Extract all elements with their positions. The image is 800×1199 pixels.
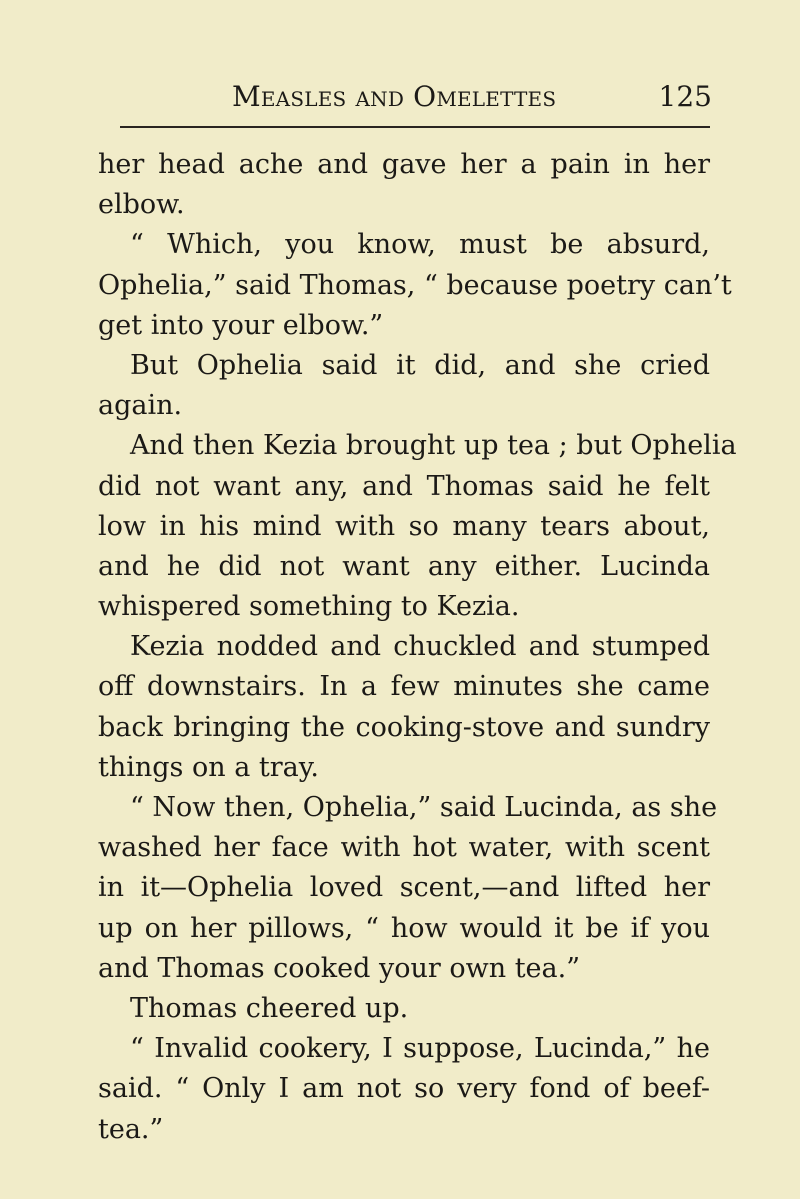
text-line: Ophelia,” said Thomas, “ because poetry can’t (98, 269, 732, 301)
text-line: low in his mind with so many tears about, (98, 510, 710, 542)
text-line: things on a tray. (98, 751, 319, 783)
text-line: and he did not want any either. Lucinda (98, 550, 710, 582)
text-line: in it—Ophelia loved scent,—and lifted her (98, 872, 710, 904)
running-title: Measles and Omelettes (232, 80, 557, 113)
text-line: said. “ Only I am not so very fond of beef- (98, 1073, 710, 1105)
text-line: get into your elbow.” (98, 309, 384, 341)
running-head (232, 76, 712, 118)
text-line: and Thomas cooked your own tea.” (98, 952, 581, 984)
text-line: did not want any, and Thomas said he felt (98, 470, 710, 502)
body-text (98, 145, 737, 1150)
text-line: But Ophelia said it did, and she cried (130, 349, 710, 381)
text-line: Kezia nodded and chuckled and stumped (130, 631, 710, 663)
text-line: “ Which, you know, must be absurd, (130, 229, 710, 261)
text-line: “ Now then, Ophelia,” said Lucinda, as she (130, 792, 718, 823)
text-line: her head ache and gave her a pain in her (98, 149, 710, 180)
text-line: “ Invalid cookery, I suppose, Lucinda,” he (130, 1033, 710, 1065)
page-number: 125 (658, 80, 712, 113)
text-line: up on her pillows, “ how would it be if you (98, 912, 710, 944)
text-line: tea.” (98, 1113, 164, 1145)
header-rule (120, 126, 710, 128)
text-line: back bringing the cooking-stove and sundry (98, 711, 710, 743)
text-line: off downstairs. In a few minutes she came (98, 671, 710, 703)
text-line: Thomas cheered up. (130, 992, 409, 1024)
text-line: again. (98, 390, 183, 422)
text-line: elbow. (98, 189, 185, 221)
text-line: And then Kezia brought up tea ; but Ophelia (130, 430, 737, 462)
text-line: whispered something to Kezia. (98, 591, 520, 623)
text-line: washed her face with hot water, with scent (98, 832, 710, 864)
